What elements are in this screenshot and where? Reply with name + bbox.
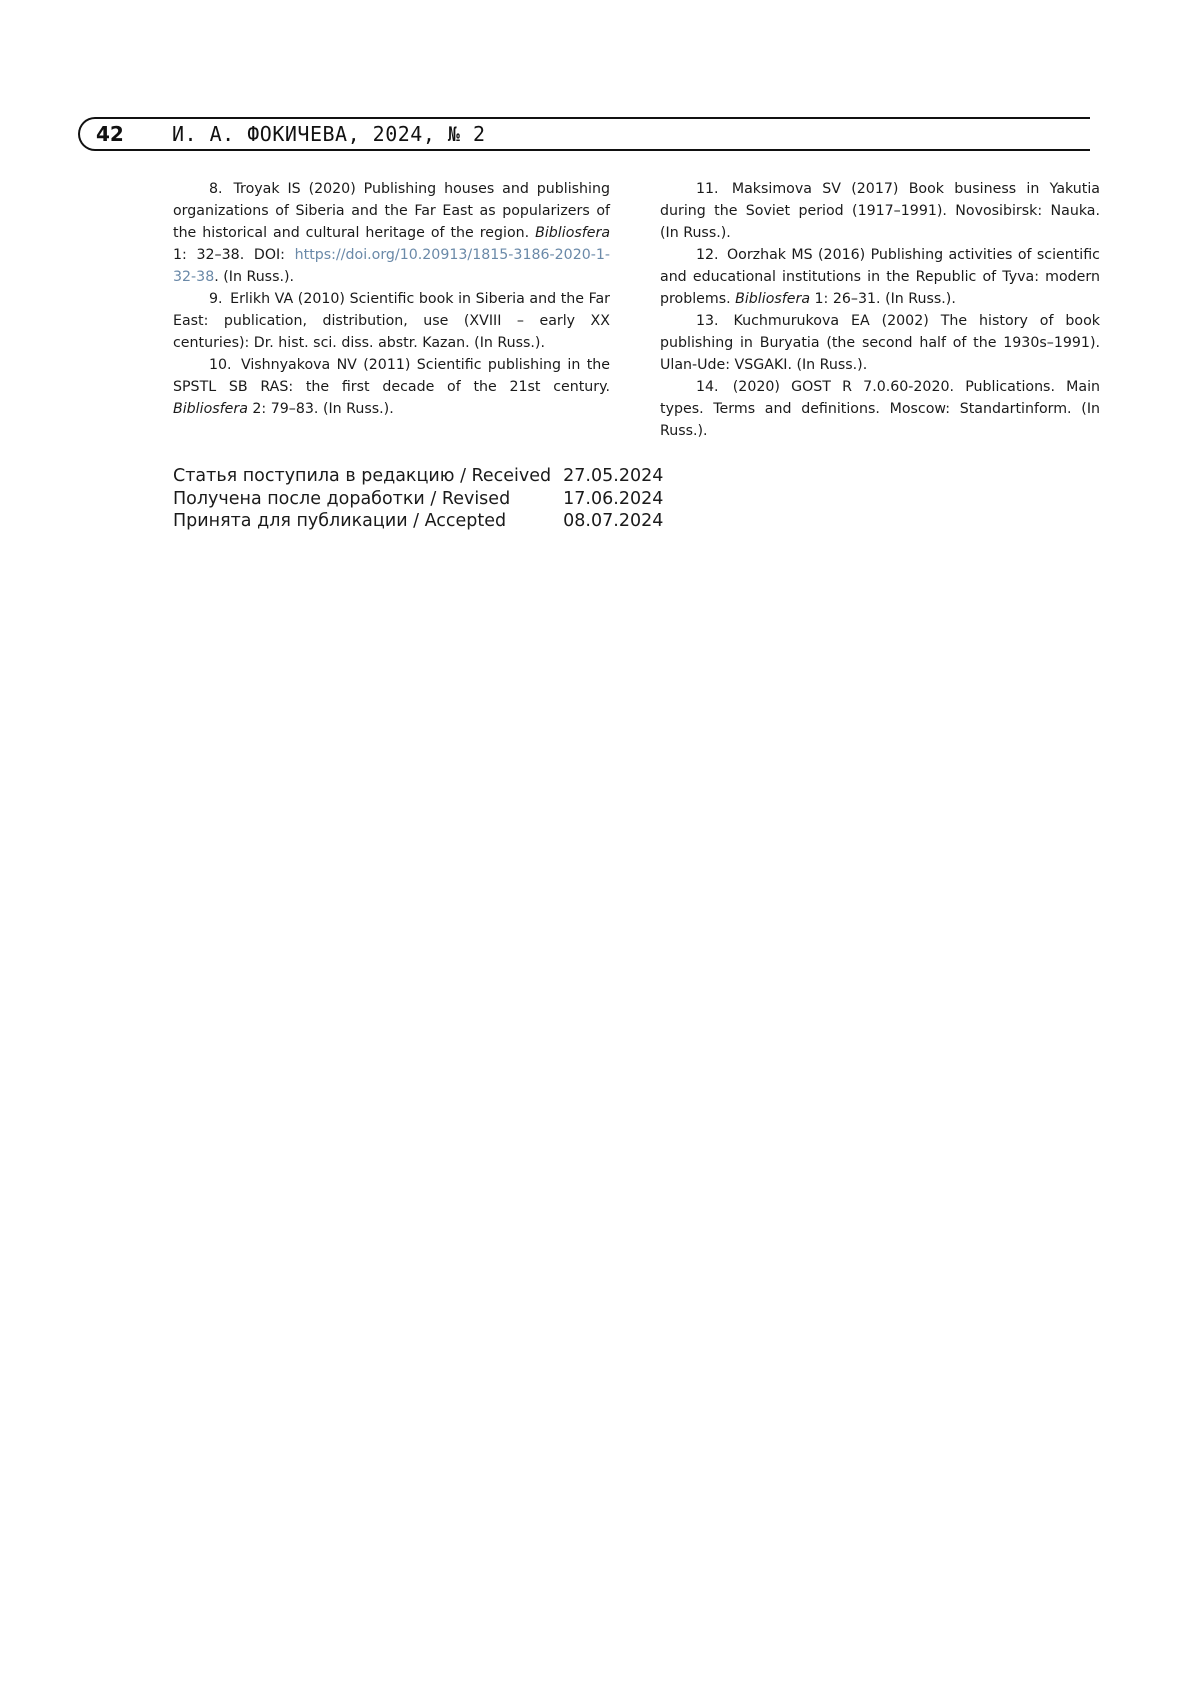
reference-number: 12. [696,247,719,263]
date-row-accepted [173,510,663,533]
references-right-column [660,178,1100,442]
reference-number: 14. [696,379,719,395]
reference-text: . (In Russ.). [214,269,295,285]
reference-text: Maksimova SV (2017) Book business in Yakutia during the Soviet period (1917–1991). Novosibirsk: Nauka. (In Russ.). [660,181,1100,241]
date-label: Принята для публикации / Accepted [173,511,507,531]
reference-journal: Bibliosfera [173,401,248,417]
reference-text: 2: 79–83. (In Russ.). [252,401,394,417]
reference-text: (2020) GOST R 7.0.60-2020. Publications. Main types. Terms and definitions. Moscow: Standartinform. (In Russ.). [660,379,1101,439]
reference-item [660,244,1100,310]
reference-number: 8. [209,181,223,197]
reference-journal: Bibliosfera [535,225,611,241]
reference-text: 1: 32–38. DOI: [173,247,285,263]
reference-number: 10. [209,357,232,373]
date-value: 27.05.2024 [563,466,664,486]
reference-item [173,178,610,288]
date-row-revised [173,488,663,511]
reference-text: 1: 26–31. (In Russ.). [814,291,956,307]
date-value: 08.07.2024 [563,511,664,531]
date-value: 17.06.2024 [563,488,664,509]
running-header [78,117,1090,151]
article-dates [173,465,663,533]
reference-number: 13. [696,313,719,329]
page-number: 42 [96,122,124,146]
running-title: И. А. ФОКИЧЕВА, 2024, № 2 [172,122,486,146]
reference-text: Troyak IS (2020) Publishing houses and publishing organizations of Siberia and the Far East as popularizers of the historical and cultural heritage of the region. [173,181,610,241]
doi-link[interactable]: https://doi.org/10.20913/1815-3186-2020-1-32-38 [173,247,611,285]
reference-text: Erlikh VA (2010) Scientific book in Siberia and the Far East: publication, distribution, use (XVIII – early XX centuries): Dr. hist. sci. diss. abstr. Kazan. (In Russ.). [173,291,611,351]
reference-number: 11. [696,181,719,197]
reference-text: Kuchmurukova EA (2002) The history of book publishing in Buryatia (the second half of the 1930s–1991). Ulan-Ude: VSGAKI. (In Russ.). [660,313,1100,373]
reference-text: Vishnyakova NV (2011) Scientific publishing in the SPSTL SB RAS: the first decade of the 21st century. [173,357,610,395]
references-left-column [173,178,610,420]
reference-item [173,288,610,354]
reference-number: 9. [209,291,223,307]
reference-item [660,310,1100,376]
reference-item [660,178,1100,244]
reference-item [173,354,610,420]
reference-journal: Bibliosfera [735,291,811,307]
date-label: Получена после доработки / Revised [173,488,511,509]
date-row-received [173,465,663,488]
reference-item [660,376,1100,442]
date-label: Статья поступила в редакцию / Received [173,466,552,486]
reference-text: Oorzhak MS (2016) Publishing activities of scientific and educational institutions in the Republic of Tyva: modern problems. [660,247,1100,307]
